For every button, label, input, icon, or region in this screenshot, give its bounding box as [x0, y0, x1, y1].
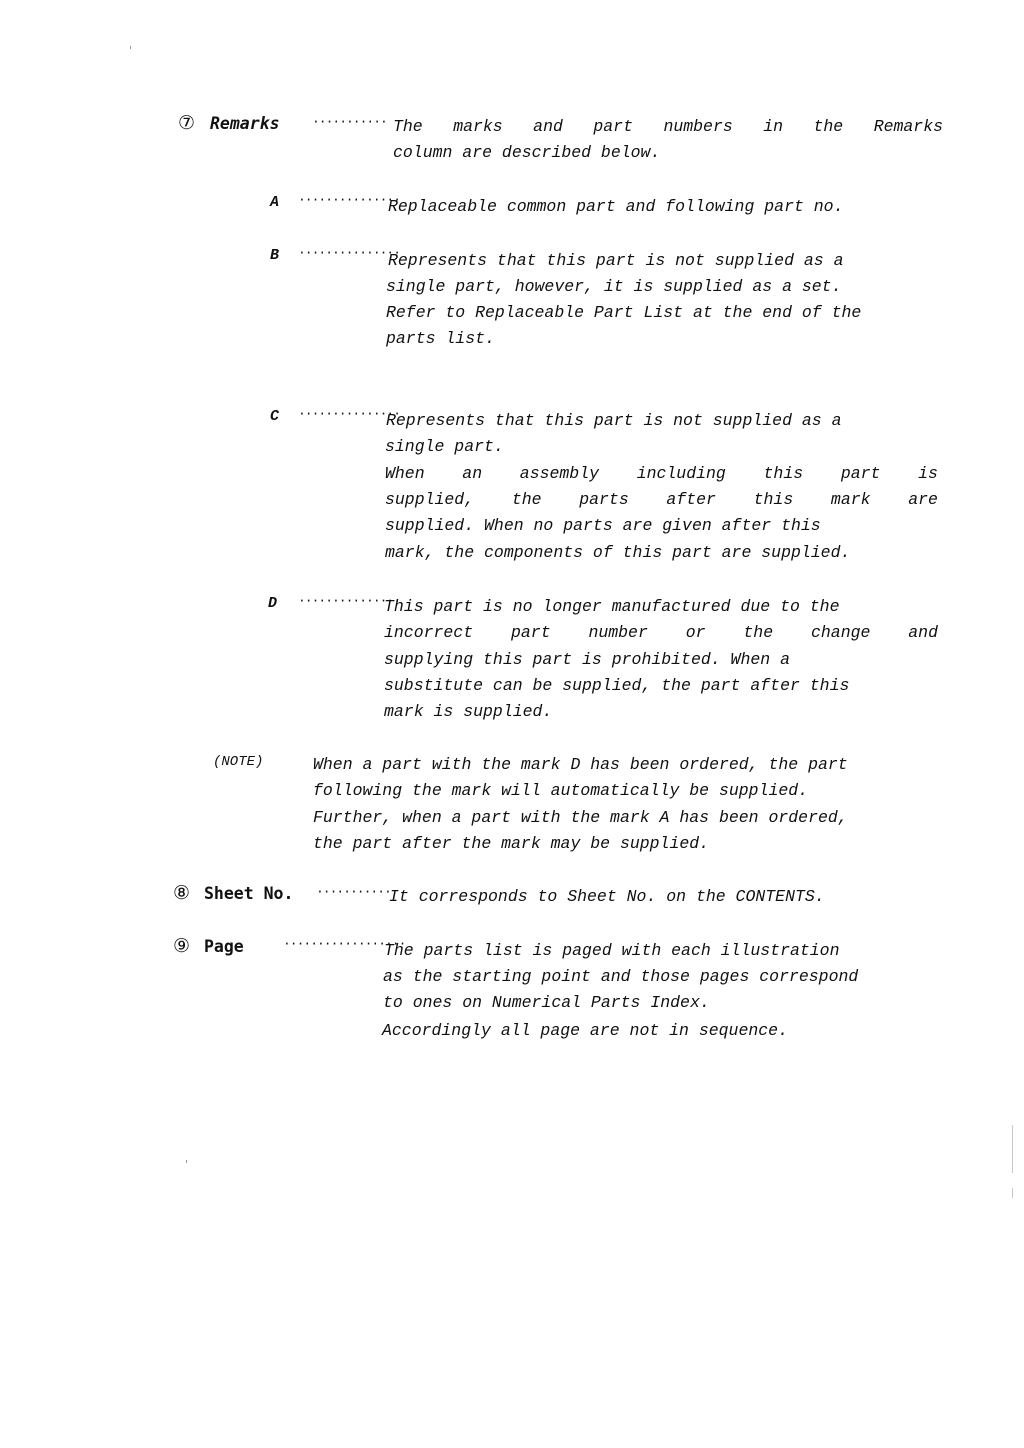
- remarks-text-line-1: The marks and part numbers in the Remarks: [393, 117, 943, 136]
- note-text-line-2: following the mark will automatically be supplied.: [313, 781, 809, 800]
- page-text-line-1: The parts list is paged with each illustration: [384, 941, 840, 960]
- mark-b-text-line-4: parts list.: [386, 329, 495, 348]
- scan-edge-mark: [1012, 1188, 1013, 1198]
- mark-d-text-line-1: This part is no longer manufactured due to the: [384, 597, 840, 616]
- page-text-line-4: Accordingly all page are not in sequence.: [382, 1021, 788, 1040]
- mark-c-text-line-2: single part.: [385, 437, 504, 456]
- mark-b-text-line-1: Represents that this part is not supplied as a: [388, 251, 844, 270]
- mark-c-text-line-1: Represents that this part is not supplied as a: [386, 411, 842, 430]
- remarks-leader-dots: ···········: [312, 114, 387, 129]
- mark-c-leader-dots: ···············: [298, 406, 401, 421]
- mark-c-text-line-5: supplied. When no parts are given after this: [385, 516, 821, 535]
- scan-speck: [130, 46, 131, 49]
- mark-c-text-line-4: supplied, the parts after this mark are: [385, 490, 938, 509]
- sheet-no-text-line-1: It corresponds to Sheet No. on the CONTENTS.: [389, 887, 825, 906]
- mark-a-letter: A: [270, 194, 280, 211]
- mark-d-text-line-2: incorrect part number or the change and: [384, 623, 938, 642]
- note-text-line-1: When a part with the mark D has been ordered, the part: [313, 755, 848, 774]
- mark-b-text-line-2: single part, however, it is supplied as a set.: [386, 277, 842, 296]
- mark-a-leader-dots: ···············: [298, 192, 401, 207]
- mark-d-letter: D: [268, 595, 278, 612]
- mark-b-letter: B: [270, 247, 280, 264]
- mark-d-text-line-4: substitute can be supplied, the part after this: [384, 676, 850, 695]
- mark-c-text-line-6: mark, the components of this part are supplied.: [385, 543, 851, 562]
- scan-edge-mark: [1012, 1125, 1013, 1173]
- item-number-9: ⑨: [173, 935, 191, 957]
- scan-speck: [186, 1160, 187, 1163]
- mark-a-text-line-1: Replaceable common part and following part no.: [388, 197, 844, 216]
- mark-d-leader-dots: ···············: [298, 593, 401, 608]
- mark-b-text-line-3: Refer to Replaceable Part List at the end of the: [386, 303, 862, 322]
- mark-c-letter: C: [270, 408, 280, 425]
- mark-b-leader-dots: ···············: [298, 245, 401, 260]
- page-heading: Page: [204, 937, 244, 956]
- note-text-line-3: Further, when a part with the mark A has been ordered,: [313, 808, 848, 827]
- page-leader-dots: ··················: [283, 936, 406, 951]
- page-text-line-3: to ones on Numerical Parts Index.: [383, 993, 710, 1012]
- remarks-heading: Remarks: [210, 114, 280, 133]
- item-number-8: ⑧: [173, 882, 191, 904]
- mark-d-text-line-5: mark is supplied.: [384, 702, 553, 721]
- mark-d-text-line-3: supplying this part is prohibited. When a: [384, 650, 790, 669]
- sheet-no-heading: Sheet No.: [204, 884, 294, 903]
- sheet-no-leader-dots: ···········: [316, 884, 391, 899]
- remarks-text-line-2: column are described below.: [393, 143, 661, 162]
- note-label: (NOTE): [213, 754, 264, 770]
- note-text-line-4: the part after the mark may be supplied.: [313, 834, 710, 853]
- page-text-line-2: as the starting point and those pages correspond: [383, 967, 859, 986]
- mark-c-text-line-3: When an assembly including this part is: [385, 464, 938, 483]
- item-number-7: ⑦: [178, 112, 196, 134]
